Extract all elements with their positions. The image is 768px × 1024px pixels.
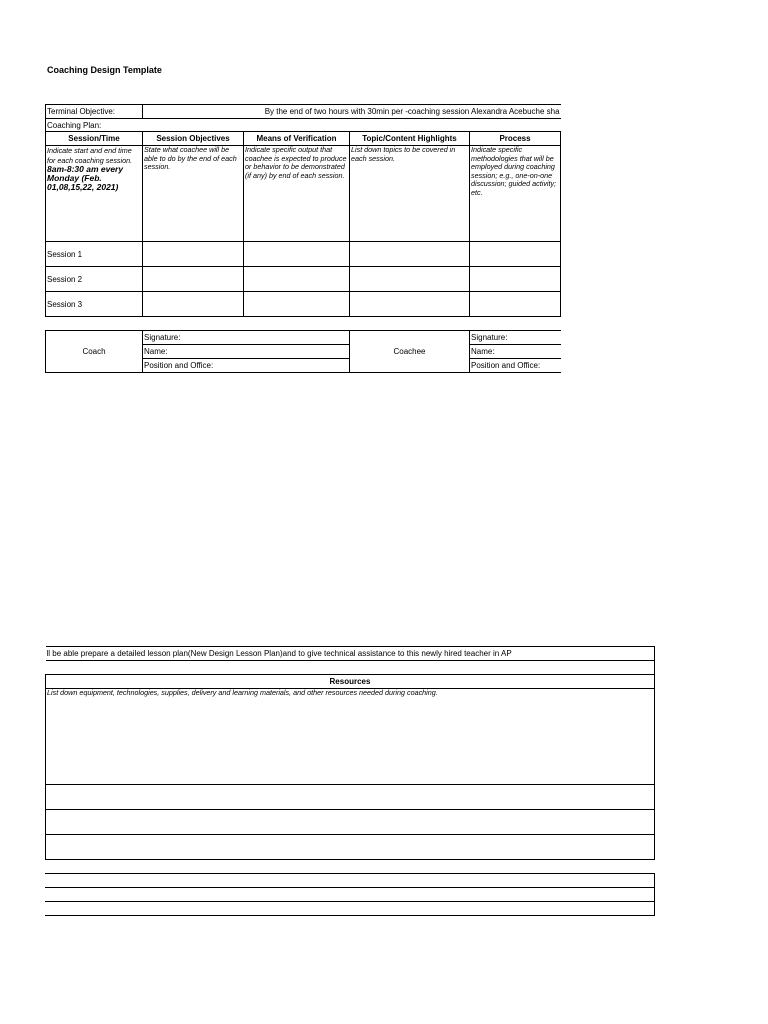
instruction-process: Indicate specific methodologies that will be employed during coaching session; e.g., one-on-one discussion; guided activity; etc. (470, 146, 561, 242)
table-row (46, 242, 561, 267)
coachee-position-field[interactable]: Position and Office: (470, 359, 561, 373)
resources-cell[interactable] (46, 785, 655, 810)
session-cell[interactable] (350, 267, 470, 292)
table-row (46, 292, 561, 317)
session-cell[interactable] (244, 242, 350, 267)
session-cell[interactable] (470, 242, 561, 267)
instruction-session-time-text: Indicate start and end time for each coaching session. (47, 146, 133, 165)
session-cell[interactable] (143, 267, 244, 292)
terminal-objective-continuation: ll be able prepare a detailed lesson plan(New Design Lesson Plan)and to give technical assistance to this newly hired teacher in AP (46, 647, 655, 661)
session-cell[interactable] (350, 242, 470, 267)
coaching-plan-label: Coaching Plan: (46, 119, 561, 132)
resources-cell[interactable] (46, 835, 655, 860)
coachee-signature-field[interactable]: Signature: (470, 331, 561, 345)
column-header-topic-highlights: Topic/Content Highlights (350, 132, 470, 146)
terminal-objective-value: By the end of two hours with 30min per -coaching session Alexandra Acebuche sha (143, 105, 561, 119)
coach-name-field[interactable]: Name: (143, 345, 350, 359)
resources-cell[interactable] (46, 810, 655, 835)
terminal-objective-label: Terminal Objective: (46, 105, 143, 119)
resources-instruction: List down equipment, technologies, supplies, delivery and learning materials, and other resources needed during coaching. (46, 689, 655, 785)
coachee-label: Coachee (350, 331, 470, 373)
signature-continuation-table (45, 873, 655, 916)
coachee-name-field[interactable]: Name: (470, 345, 561, 359)
instruction-topic-highlights: List down topics to be covered in each session. (350, 146, 470, 242)
instruction-session-time (46, 146, 143, 242)
column-header-process: Process (470, 132, 561, 146)
signature-continuation-cell (45, 888, 654, 902)
coach-signature-field[interactable]: Signature: (143, 331, 350, 345)
session-cell[interactable] (244, 292, 350, 317)
session-cell[interactable] (143, 242, 244, 267)
resources-table (45, 646, 655, 860)
page-title: Coaching Design Template (47, 65, 162, 75)
coach-position-field[interactable]: Position and Office: (143, 359, 350, 373)
signature-continuation-cell (45, 902, 654, 916)
column-header-means-of-verification: Means of Verification (244, 132, 350, 146)
instruction-session-objectives: State what coachee will be able to do by the end of each session. (143, 146, 244, 242)
resources-header: Resources (46, 675, 655, 689)
table-row (46, 267, 561, 292)
signature-continuation-cell (45, 874, 654, 888)
session-label: Session 1 (46, 242, 143, 267)
session-schedule: 8am-8:30 am every Monday (Feb. 01,08,15,22, 2021) (47, 164, 124, 192)
session-cell[interactable] (350, 292, 470, 317)
signature-table (45, 330, 561, 373)
session-cell[interactable] (470, 267, 561, 292)
session-cell[interactable] (244, 267, 350, 292)
instruction-means-of-verification: Indicate specific output that coachee is expected to produce or behavior to be demonstrated (if any) by end of each session. (244, 146, 350, 242)
session-cell[interactable] (470, 292, 561, 317)
blank-row (46, 661, 655, 675)
column-header-session-objectives: Session Objectives (143, 132, 244, 146)
session-label: Session 2 (46, 267, 143, 292)
column-header-session-time: Session/Time (46, 132, 143, 146)
coaching-plan-table (45, 104, 561, 317)
session-label: Session 3 (46, 292, 143, 317)
session-cell[interactable] (143, 292, 244, 317)
coach-label: Coach (46, 331, 143, 373)
